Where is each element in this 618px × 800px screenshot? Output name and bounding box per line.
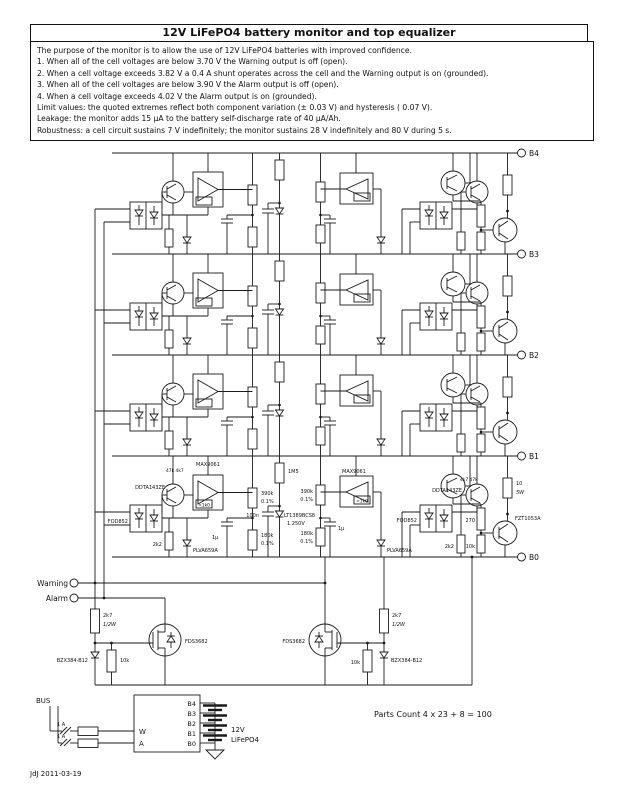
label-plva-left: PLVA659A (193, 548, 218, 554)
terminal-b2 (518, 351, 526, 359)
description-line: The purpose of the monitor is to allow the use of 12V LiFePO4 batteries with improved confidence. (37, 46, 412, 55)
label-1m5: 1M5 (288, 469, 299, 475)
fuse-2 (60, 739, 67, 746)
label-fzt: FZT1053A (515, 516, 541, 522)
label-alarm: Alarm (45, 594, 68, 603)
label-ddta-right-res: 4k7 47k (460, 478, 478, 483)
terminal-label-b4: B4 (529, 149, 539, 158)
label-ddta-left-res: 47k 4k7 (166, 469, 184, 474)
label-390k-mid-tol: 0.1% (300, 497, 313, 503)
label-100n: 100n (246, 513, 259, 519)
pin-b4: B4 (187, 700, 196, 708)
description-line: Limit values: the quoted extremes reflect both component variation (± 0.03 V) and hysteresis ( 0.07 V). (37, 103, 433, 113)
label-comparator-left: MAX9061 (196, 462, 220, 468)
label-warning: Warning (37, 579, 68, 588)
output-stage (37, 556, 473, 685)
terminal-b1 (518, 452, 526, 460)
terminal-b4 (518, 149, 526, 157)
label-comparator-right-internal: <1k0 (356, 499, 368, 505)
date-stamp: JdJ 2011-03-19 (30, 770, 82, 778)
zener-bzx-2 (380, 652, 388, 658)
ground-symbol (206, 750, 224, 759)
label-fet-2: FDS3682 (282, 639, 305, 645)
terminal-alarm (70, 594, 78, 602)
terminal-b0 (518, 553, 526, 561)
label-opto-right: FOD852 (396, 518, 417, 524)
description-line: Robustness: a cell circuit sustains 7 V indefinitely; the monitor sustains 28 V indefinitely and 80 V during 5 s. (37, 125, 452, 135)
terminal-label-b2: B2 (529, 351, 539, 360)
series-resistor-1 (78, 727, 98, 736)
resistor-10k-1 (107, 650, 116, 672)
description-line: 4. When a cell voltage exceeds 4.02 V the Alarm output is on (grounded). (37, 91, 317, 101)
bus-label: BUS (36, 697, 51, 705)
label-180k-left-tol: 0.1% (261, 541, 274, 547)
label-shunt-r: 10 (516, 481, 523, 487)
description-line: 2. When a cell voltage exceeds 3.82 V a 0.4 A shunt operates across the cell and the Warning output is on (grounded). (37, 68, 489, 78)
terminal-label-b0: B0 (529, 553, 539, 562)
label-2k7-2-w: 1/2W (392, 622, 405, 628)
pin-a: A (139, 740, 144, 748)
series-resistor-2 (78, 739, 98, 748)
terminal-label-b3: B3 (529, 250, 539, 259)
label-270: 270 (465, 518, 475, 524)
label-cap-left: 1µ (212, 535, 219, 541)
label-180k-mid-tol: 0.1% (300, 539, 313, 545)
description-line: 3. When all of the cell voltages are below 3.90 V the Alarm output is off (open). (37, 80, 339, 90)
battery-voltage: 12V (231, 726, 245, 734)
pin-b2: B2 (187, 720, 196, 728)
label-vref: LT1389BCS8 (284, 513, 316, 519)
pin-b0: B0 (187, 740, 196, 748)
zener-bzx-1 (91, 652, 99, 658)
label-10k-1: 10k (120, 658, 130, 664)
label-390k-mid: 390k (300, 489, 313, 495)
description-line: 1. When all of the cell voltages are below 3.70 V the Warning output is off (open). (37, 57, 348, 67)
description-line: Leakage: the monitor adds 15 µA to the battery self-discharge rate of 40 µA/Ah. (37, 114, 341, 124)
label-10k-right: 10k (465, 544, 475, 550)
label-2k2-right: 2k2 (444, 544, 454, 550)
parts-count: Parts Count 4 x 23 + 8 = 100 (374, 710, 492, 719)
terminal-label-b1: B1 (529, 452, 539, 461)
terminal-warning (70, 579, 78, 587)
label-390k-left-tol: 0.1% (261, 499, 274, 505)
label-comparator-left-internal: <1k0 (198, 503, 210, 509)
label-bzx-2: BZX384-B12 (391, 658, 423, 664)
label-opto-left: FOD852 (107, 519, 128, 525)
label-ddta-right: DDTA143ZE (432, 488, 462, 494)
label-cap-right: 1µ (338, 526, 345, 532)
fuse-2-label: 1 A (57, 734, 66, 740)
label-shunt-w: 5W (516, 490, 525, 496)
resistor-10k-2 (363, 650, 372, 672)
label-10k-2: 10k (350, 660, 360, 666)
label-180k-left: 180k (261, 533, 274, 539)
pin-b1: B1 (187, 730, 196, 738)
label-180k-mid: 180k (300, 531, 313, 537)
battery-type: LiFePO4 (231, 736, 259, 744)
label-plva-right: PLVA659A (387, 548, 412, 554)
label-ddta-left: DDTA143ZE (135, 485, 165, 491)
label-comparator-right: MAX9061 (342, 469, 366, 475)
label-bzx-1: BZX384-B12 (56, 658, 88, 664)
label-2k2-left: 2k2 (152, 542, 162, 548)
page-title: 12V LiFePO4 battery monitor and top equalizer (30, 24, 588, 42)
label-2k7-2: 2k7 (392, 613, 402, 619)
label-fet-1: FDS3682 (185, 639, 208, 645)
resistor-2k7-2 (380, 609, 389, 633)
pin-w: W (139, 728, 146, 736)
label-390k-left: 390k (261, 491, 274, 497)
application-diagram (36, 695, 260, 759)
label-vref-v: 1.250V (287, 521, 305, 527)
fuse-1-label: 1 A (57, 722, 66, 728)
resistor-2k7-1 (91, 609, 100, 633)
label-2k7-1-w: 1/2W (103, 622, 116, 628)
label-2k7-1: 2k7 (103, 613, 113, 619)
terminal-b3 (518, 250, 526, 258)
fuse-1 (60, 727, 67, 734)
pin-b3: B3 (187, 710, 196, 718)
